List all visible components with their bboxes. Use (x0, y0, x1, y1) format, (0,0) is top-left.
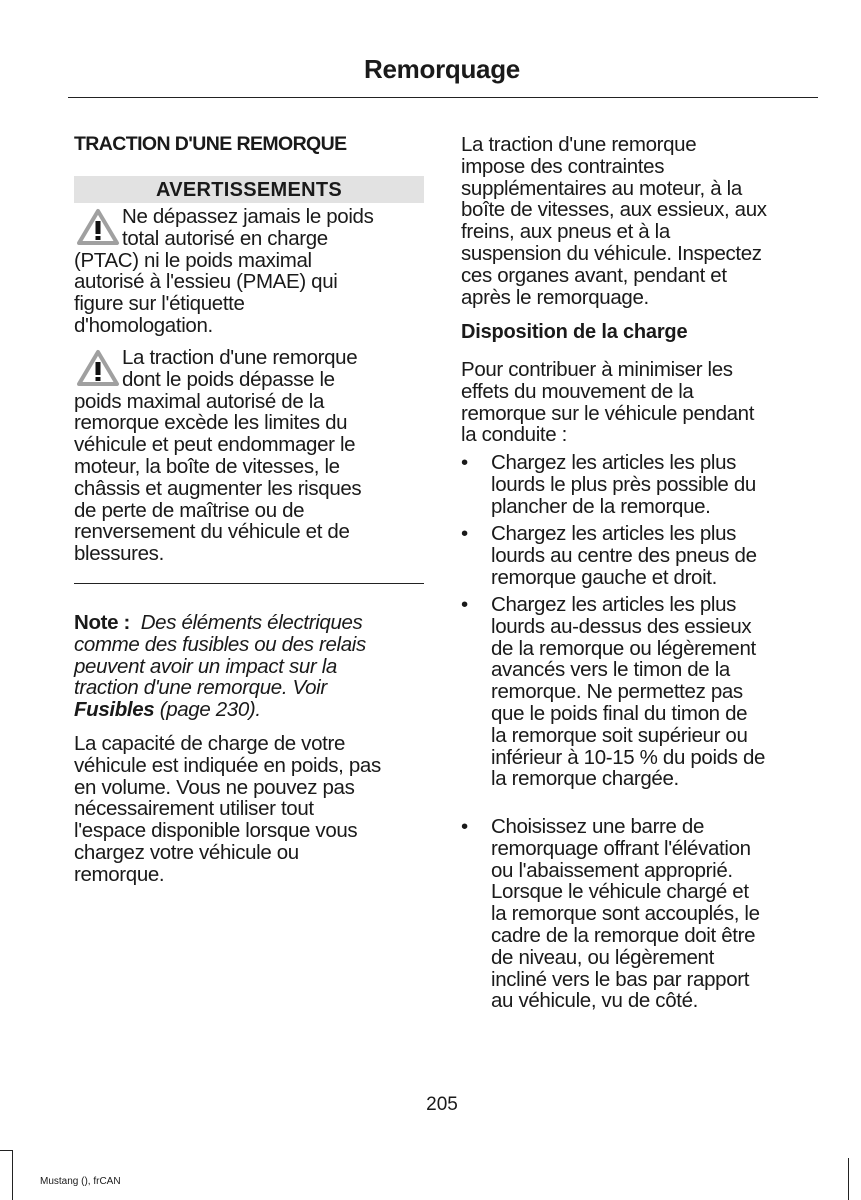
text-line: plancher de la remorque. (491, 494, 711, 518)
page-title: Remorquage (364, 54, 520, 84)
text-line: impose des contraintes (461, 154, 665, 178)
text-line: La traction d'une remorque (122, 346, 358, 369)
text-line: boîte de vitesses, aux essieux, aux (461, 198, 767, 222)
text-line: (PTAC) ni le poids maximal (74, 248, 312, 272)
text-line: poids maximal autorisé de la (74, 389, 324, 413)
text-line: la remorque chargée. (491, 767, 679, 791)
subheading: Disposition de la charge (461, 321, 688, 343)
note (74, 612, 426, 721)
warning-triangle-icon (76, 208, 120, 246)
text-line: La capacité de charge de votre (74, 732, 345, 755)
text-line: Ne dépassez jamais le poids (122, 205, 374, 228)
right-column (461, 0, 813, 1100)
bullet-item (461, 594, 813, 790)
text-line: figure sur l'étiquette (74, 292, 245, 316)
text-line: au véhicule, vu de côté. (491, 989, 698, 1013)
text-line: renversement du véhicule et de (74, 520, 350, 544)
text-line: de perte de maîtrise ou de (74, 498, 305, 522)
page-reference: (page 230). (154, 698, 261, 722)
warning-triangle-icon (76, 349, 120, 387)
text-line: suspension du véhicule. Inspectez (461, 241, 762, 265)
text-line: Chargez les articles les plus (491, 451, 737, 474)
text-line: moteur, la boîte de vitesses, le (74, 454, 340, 478)
text-line: Lorsque le véhicule chargé et (491, 880, 749, 904)
bullet-item (461, 452, 813, 517)
left-column (74, 0, 426, 1100)
section-divider (74, 583, 424, 584)
text-line: cadre de la remorque doit être (491, 923, 756, 947)
page-number: 205 (426, 1094, 458, 1115)
text-line: lourds au-dessus des essieux (491, 614, 752, 638)
text-line: lourds au centre des pneus de (491, 543, 757, 567)
text-line: en volume. Vous ne pouvez pas (74, 775, 355, 799)
warnings-title: AVERTISSEMENTS (74, 176, 424, 203)
note-label: Note : (74, 611, 130, 634)
text-line: que le poids final du timon de (491, 701, 748, 725)
warning-item (74, 347, 426, 565)
text-line: l'espace disponible lorsque vous (74, 819, 358, 843)
text-line: la remorque sont accouplés, le (491, 902, 760, 926)
text-line: la remorque soit supérieur ou (491, 723, 748, 747)
note-line: comme des fusibles ou des relais (74, 632, 366, 656)
note-line: Des éléments électriques (140, 611, 363, 634)
note-line: traction d'une remorque. Voir (74, 676, 327, 700)
text-line: véhicule est indiquée en poids, pas (74, 753, 381, 777)
text-line: après le remorquage. (461, 285, 649, 309)
text-line: autorisé à l'essieu (PMAE) qui (74, 270, 338, 294)
text-line: avancés vers le timon de la (491, 658, 730, 682)
text-line: chargez votre véhicule ou (74, 840, 299, 864)
text-line: véhicule et peut endommager le (74, 433, 356, 457)
bullet-item (461, 816, 813, 1012)
paragraph (461, 359, 813, 446)
text-line: d'homologation. (74, 313, 213, 337)
bullet-item (461, 523, 813, 588)
text-line: Choisissez une barre de (491, 815, 705, 838)
text-line: dont le poids dépasse le (122, 367, 335, 391)
text-line: la conduite : (461, 423, 567, 447)
text-line: remorque gauche et droit. (491, 565, 717, 589)
text-line: freins, aux pneus et à la (461, 220, 670, 244)
text-line: châssis et augmenter les risques (74, 476, 362, 500)
text-line: remorque sur le véhicule pendant (461, 401, 755, 425)
text-line: La traction d'une remorque (461, 133, 697, 156)
text-line: blessures. (74, 542, 164, 566)
warning-item (74, 206, 426, 337)
text-line: effets du mouvement de la (461, 379, 694, 403)
text-line: de la remorque ou légèrement (491, 636, 756, 660)
note-line: peuvent avoir un impact sur la (74, 654, 337, 678)
paragraph (461, 134, 813, 308)
text-line: remorquage offrant l'élévation (491, 836, 751, 860)
text-line: ces organes avant, pendant et (461, 263, 727, 287)
bullet-icon: • (461, 593, 468, 616)
text-line: ou l'abaissement approprié. (491, 858, 733, 882)
text-line: Pour contribuer à minimiser les (461, 358, 733, 381)
bullet-icon: • (461, 451, 468, 474)
text-line: Chargez les articles les plus (491, 522, 737, 545)
footer-doc-id: Mustang (), frCAN (40, 1176, 121, 1187)
section-heading: TRACTION D'UNE REMORQUE (74, 133, 347, 155)
text-line: lourds le plus près possible du (491, 472, 756, 496)
text-line: supplémentaires au moteur, à la (461, 176, 742, 200)
fusibles-link[interactable]: Fusibles (74, 698, 155, 722)
text-line: Chargez les articles les plus (491, 593, 737, 616)
text-line: total autorisé en charge (122, 226, 328, 250)
text-line: de niveau, ou légèrement (491, 945, 714, 969)
bullet-icon: • (461, 815, 468, 838)
text-line: remorque. Ne permettez pas (491, 680, 743, 704)
paragraph (74, 733, 426, 886)
crop-mark (0, 1150, 12, 1151)
text-line: remorque. (74, 862, 165, 886)
text-line: remorque excède les limites du (74, 411, 348, 435)
text-line: nécessairement utiliser tout (74, 797, 314, 821)
crop-mark (12, 1150, 13, 1200)
crop-mark (848, 1158, 849, 1200)
text-line: inférieur à 10-15 % du poids de (491, 745, 766, 769)
bullet-icon: • (461, 522, 468, 545)
text-line: incliné vers le bas par rapport (491, 967, 750, 991)
